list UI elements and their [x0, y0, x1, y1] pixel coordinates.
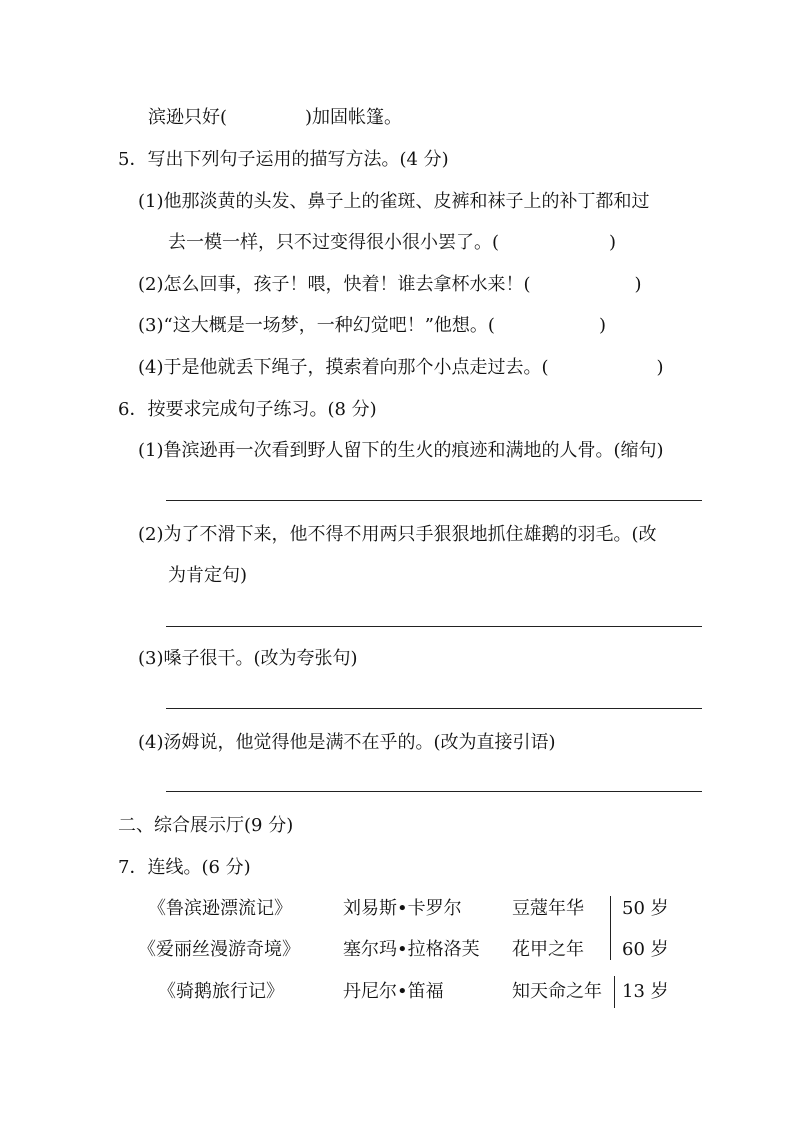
column-divider: [614, 976, 615, 1008]
q5-item-1: (1)他那淡黄的头发、鼻子上的雀斑、皮裤和袜子上的补丁都和过: [138, 191, 650, 212]
top-line: [148, 106, 402, 130]
answer-line[interactable]: [166, 791, 702, 792]
q5-item-4: [138, 356, 664, 380]
age-term[interactable]: 知天命之年: [512, 981, 602, 1002]
age-value[interactable]: 13 岁: [622, 981, 669, 1002]
q5-item-3: [138, 314, 606, 338]
age-value[interactable]: 60 岁: [622, 939, 669, 960]
q5-item-2-text: (2)怎么回事，孩子！喂，快着！谁去拿杯水来！(: [138, 274, 531, 295]
book-title[interactable]: 《爱丽丝漫游奇境》: [138, 939, 300, 960]
book-title[interactable]: 《鲁滨逊漂流记》: [148, 898, 292, 919]
q6-item-1: (1)鲁滨逊再一次看到野人留下的生火的痕迹和满地的人骨。(缩句): [138, 440, 664, 461]
top-line-pre: 滨逊只好(: [148, 107, 228, 128]
q5-title: 5．写出下列句子运用的描写方法。(4 分): [118, 149, 449, 170]
q6-title: 6．按要求完成句子练习。(8 分): [118, 399, 377, 420]
q5-item-1-cont-text: 去一模一样，只不过变得很小很小罢了。(: [168, 232, 500, 253]
answer-line[interactable]: [166, 500, 702, 501]
q5-item-4-text: (4)于是他就丢下绳子，摸索着向那个小点走过去。(: [138, 357, 549, 378]
column-divider: [610, 896, 611, 960]
age-term[interactable]: 花甲之年: [512, 939, 584, 960]
close-paren: ): [598, 315, 606, 336]
answer-line[interactable]: [166, 626, 702, 627]
q6-item-3: (3)嗓子很干。(改为夸张句): [138, 648, 358, 669]
q7-title: 7．连线。(6 分): [118, 857, 251, 878]
close-paren: ): [634, 274, 642, 295]
answer-line[interactable]: [166, 708, 702, 709]
close-paren: ): [609, 232, 617, 253]
close-paren: ): [656, 357, 664, 378]
q5-item-1-cont: [168, 231, 616, 255]
author-name[interactable]: 刘易斯•卡罗尔: [343, 898, 462, 919]
q5-item-3-text: (3)“这大概是一场梦，一种幻觉吧！”他想。(: [138, 315, 495, 336]
q6-item-2-cont: 为肯定句): [168, 565, 248, 586]
book-title[interactable]: 《骑鹅旅行记》: [158, 981, 284, 1002]
q6-item-4: (4)汤姆说，他觉得他是满不在乎的。(改为直接引语): [138, 732, 556, 753]
age-term[interactable]: 豆蔻年华: [512, 898, 584, 919]
q5-item-2: [138, 273, 642, 297]
q6-item-2: (2)为了不滑下来，他不得不用两只手狠狠地抓住雄鹅的羽毛。(改: [138, 524, 657, 545]
section-2-title: 二、综合展示厅(9 分): [118, 815, 294, 836]
author-name[interactable]: 塞尔玛•拉格洛芙: [343, 939, 480, 960]
author-name[interactable]: 丹尼尔•笛福: [343, 981, 444, 1002]
age-value[interactable]: 50 岁: [622, 898, 669, 919]
top-line-post: )加固帐篷。: [305, 107, 403, 128]
